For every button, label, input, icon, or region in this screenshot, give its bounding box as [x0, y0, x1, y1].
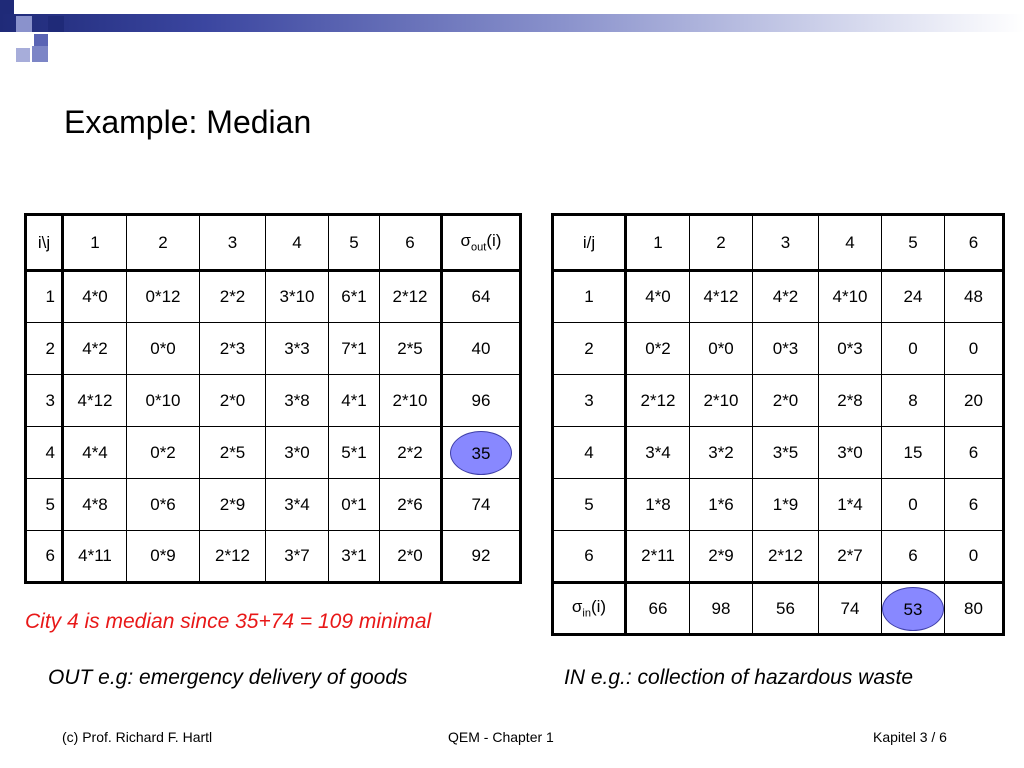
header-gradient-bar — [0, 14, 1024, 32]
table-cell: 6 — [945, 479, 1004, 531]
table-row — [553, 531, 1004, 583]
table-cell: 0*3 — [819, 323, 882, 375]
row-header: 3 — [26, 375, 63, 427]
slide-title: Example: Median — [64, 104, 312, 140]
row-header: 4 — [26, 427, 63, 479]
row-header: 6 — [26, 531, 63, 583]
table-cell: 0 — [882, 323, 945, 375]
sigma-out-value: 74 — [442, 479, 521, 531]
table-cell: 4*0 — [63, 271, 127, 323]
row-header: 4 — [553, 427, 626, 479]
table-cell: 4*2 — [63, 323, 127, 375]
table-cell: 4*10 — [819, 271, 882, 323]
table-cell: 3*5 — [753, 427, 819, 479]
sigma-in-value: 74 — [819, 583, 882, 635]
table-corner: i\j — [26, 215, 63, 271]
table-cell: 0 — [882, 479, 945, 531]
table-cell: 3*0 — [819, 427, 882, 479]
table-cell: 2*12 — [380, 271, 442, 323]
table-cell: 2*7 — [819, 531, 882, 583]
footer-page-number: Kapitel 3 / 6 — [873, 729, 947, 745]
table-cell: 2*5 — [380, 323, 442, 375]
sigma-in-value: 66 — [626, 583, 690, 635]
table-cell: 5*1 — [329, 427, 380, 479]
in-distance-table — [551, 213, 1005, 636]
sigma-in-header: $\sigma_{in}(i)$ — [553, 583, 626, 635]
table-row — [26, 375, 521, 427]
logo-square-mid-2 — [32, 46, 48, 62]
row-header: 1 — [553, 271, 626, 323]
table-corner: i/j — [553, 215, 626, 271]
sigma-in-value: 98 — [690, 583, 753, 635]
table-cell: 6 — [882, 531, 945, 583]
table-cell: 1*8 — [626, 479, 690, 531]
table-row — [26, 271, 521, 323]
row-header: 1 — [26, 271, 63, 323]
table-cell: 2*0 — [753, 375, 819, 427]
table-cell: 0*9 — [127, 531, 200, 583]
minimum-highlight: 35 — [450, 431, 512, 475]
row-header: 5 — [26, 479, 63, 531]
table-row — [26, 479, 521, 531]
table-cell: 3*4 — [266, 479, 329, 531]
table-cell: 2*2 — [200, 271, 266, 323]
table-cell: 0*1 — [329, 479, 380, 531]
table-cell: 4*8 — [63, 479, 127, 531]
table-cell: 3*4 — [626, 427, 690, 479]
row-header: 2 — [26, 323, 63, 375]
column-header: 1 — [626, 215, 690, 271]
table-cell: 2*6 — [380, 479, 442, 531]
table-cell: 2*12 — [626, 375, 690, 427]
table-cell: 2*12 — [200, 531, 266, 583]
table-cell: 4*11 — [63, 531, 127, 583]
column-header: 3 — [200, 215, 266, 271]
table-cell: 6*1 — [329, 271, 380, 323]
table-cell: 3*10 — [266, 271, 329, 323]
table-row — [26, 427, 521, 479]
table-cell: 2*9 — [200, 479, 266, 531]
table-cell: 0*0 — [127, 323, 200, 375]
table-cell: 3*3 — [266, 323, 329, 375]
table-cell: 4*0 — [626, 271, 690, 323]
table-cell: 3*8 — [266, 375, 329, 427]
out-distance-table — [24, 213, 522, 584]
table-cell: 3*7 — [266, 531, 329, 583]
median-note: City 4 is median since 35+74 = 109 minimal — [25, 610, 432, 633]
logo-square-dark — [0, 0, 14, 14]
table-cell: 2*11 — [626, 531, 690, 583]
footer-author: (c) Prof. Richard F. Hartl — [62, 729, 213, 745]
table-cell: 4*12 — [63, 375, 127, 427]
row-header: 2 — [553, 323, 626, 375]
sigma-out-value: 40 — [442, 323, 521, 375]
table-cell: 4*12 — [690, 271, 753, 323]
column-header: 2 — [127, 215, 200, 271]
table-cell: 2*2 — [380, 427, 442, 479]
table-cell: 24 — [882, 271, 945, 323]
table-cell: 7*1 — [329, 323, 380, 375]
sigma-in-value: 80 — [945, 583, 1004, 635]
table-cell: 1*9 — [753, 479, 819, 531]
table-cell: 1*6 — [690, 479, 753, 531]
column-header: 3 — [753, 215, 819, 271]
table-cell: 3*2 — [690, 427, 753, 479]
table-cell: 4*2 — [753, 271, 819, 323]
table-cell: 0*2 — [626, 323, 690, 375]
logo-square-light — [16, 16, 32, 32]
column-header: 5 — [882, 215, 945, 271]
table-cell: 0*12 — [127, 271, 200, 323]
table-cell: 0 — [945, 531, 1004, 583]
column-header: 1 — [63, 215, 127, 271]
row-header: 3 — [553, 375, 626, 427]
column-header: 2 — [690, 215, 753, 271]
sigma-out-value: 92 — [442, 531, 521, 583]
table-cell: 0*10 — [127, 375, 200, 427]
sigma-in-minimum-cell — [882, 583, 945, 635]
in-example-caption: IN e.g.: collection of hazardous waste — [564, 666, 914, 689]
table-cell: 2*8 — [819, 375, 882, 427]
footer-chapter: QEM - Chapter 1 — [448, 729, 554, 745]
logo-square-light-2 — [16, 48, 30, 62]
table-row — [553, 479, 1004, 531]
table-cell: 2*3 — [200, 323, 266, 375]
table-cell: 4*1 — [329, 375, 380, 427]
table-cell: 2*12 — [753, 531, 819, 583]
sigma-in-row — [553, 583, 1004, 635]
table-cell: 6 — [945, 427, 1004, 479]
table-row — [553, 271, 1004, 323]
table-row — [553, 375, 1004, 427]
sigma-out-minimum-cell — [442, 427, 521, 479]
column-header: 4 — [266, 215, 329, 271]
row-header: 5 — [553, 479, 626, 531]
table-cell: 2*10 — [380, 375, 442, 427]
minimum-highlight: 53 — [882, 587, 944, 631]
table-row — [553, 323, 1004, 375]
logo-square-dark-2 — [48, 16, 64, 32]
table-cell: 0 — [945, 323, 1004, 375]
column-header: 6 — [945, 215, 1004, 271]
table-cell: 1*4 — [819, 479, 882, 531]
table-cell: 0*2 — [127, 427, 200, 479]
sigma-out-value: 96 — [442, 375, 521, 427]
table-row — [553, 427, 1004, 479]
table-cell: 2*0 — [380, 531, 442, 583]
table-cell: 8 — [882, 375, 945, 427]
column-header: 6 — [380, 215, 442, 271]
sigma-in-value: 56 — [753, 583, 819, 635]
table-cell: 2*9 — [690, 531, 753, 583]
sigma-out-header: $\sigma_{out}(i)$ — [442, 215, 521, 271]
table-cell: 0*0 — [690, 323, 753, 375]
table-cell: 4*4 — [63, 427, 127, 479]
table-cell: 3*0 — [266, 427, 329, 479]
table-cell: 20 — [945, 375, 1004, 427]
table-row — [26, 323, 521, 375]
table-cell: 2*5 — [200, 427, 266, 479]
table-row — [26, 531, 521, 583]
table-cell: 2*10 — [690, 375, 753, 427]
table-cell: 0*6 — [127, 479, 200, 531]
table-cell: 48 — [945, 271, 1004, 323]
row-header: 6 — [553, 531, 626, 583]
table-cell: 2*0 — [200, 375, 266, 427]
table-cell: 0*3 — [753, 323, 819, 375]
table-cell: 15 — [882, 427, 945, 479]
table-cell: 3*1 — [329, 531, 380, 583]
sigma-out-value: 64 — [442, 271, 521, 323]
out-example-caption: OUT e.g: emergency delivery of goods — [48, 666, 408, 689]
column-header: 4 — [819, 215, 882, 271]
column-header: 5 — [329, 215, 380, 271]
